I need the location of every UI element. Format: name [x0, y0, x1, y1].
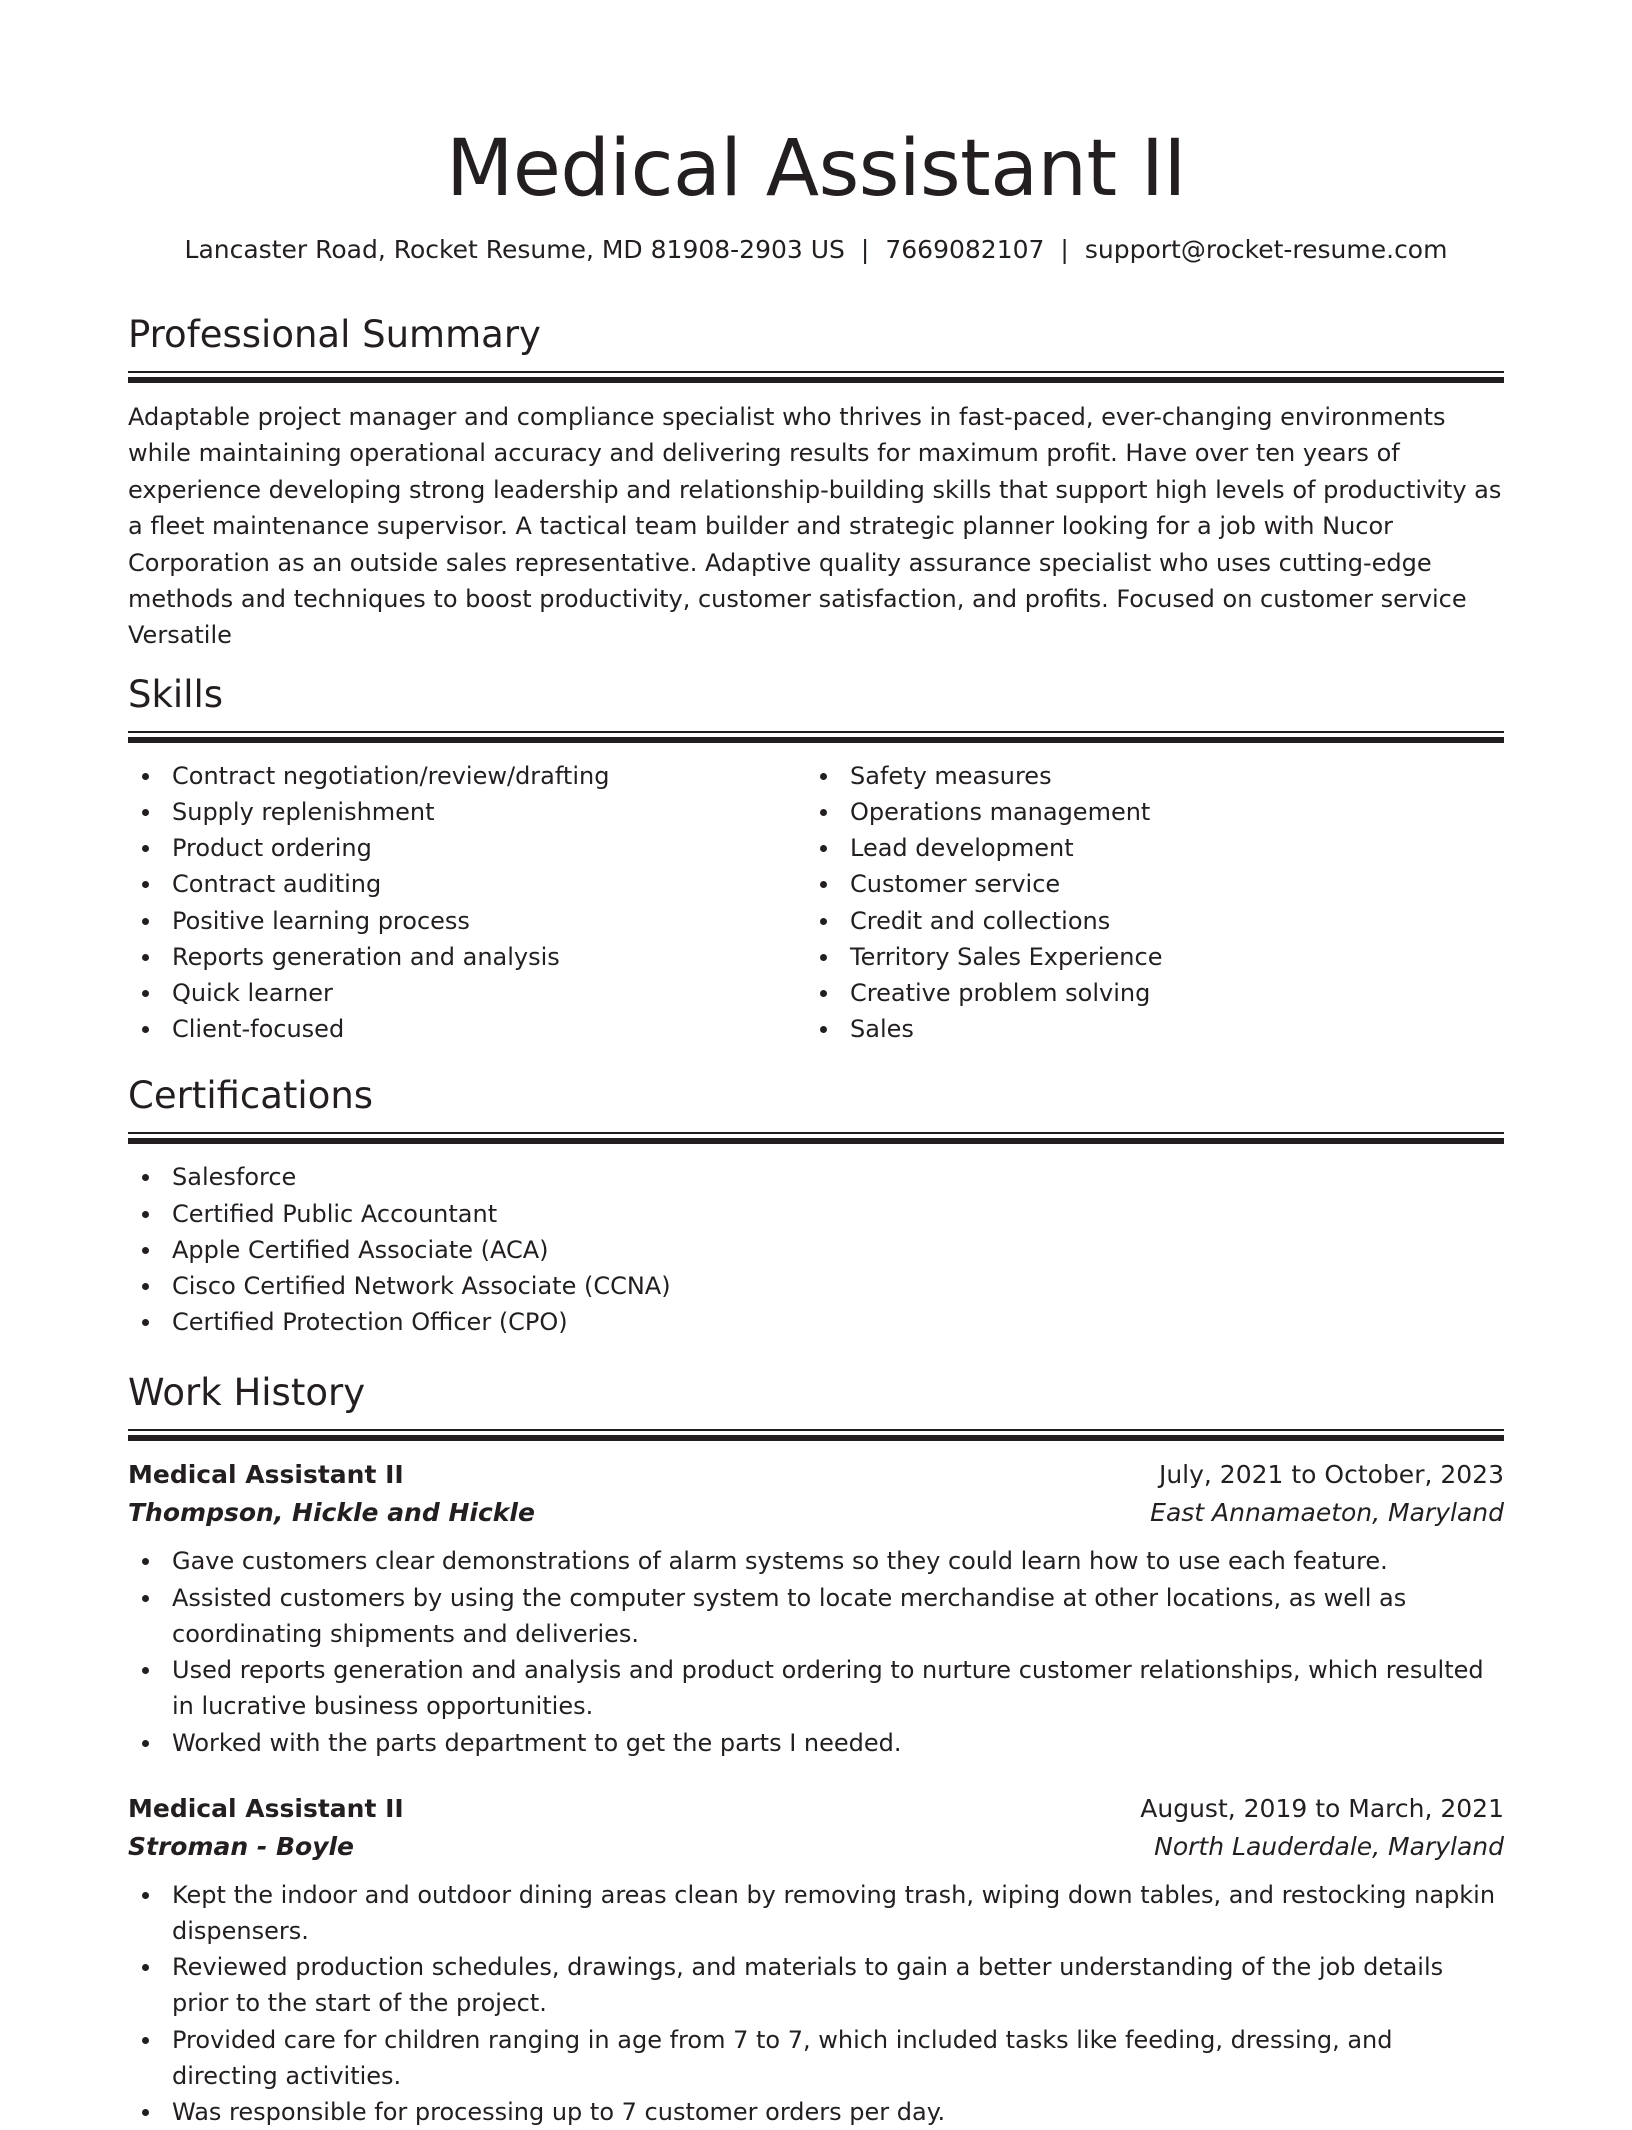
contact-line	[128, 233, 1504, 267]
skill-item: Client-focused	[128, 1011, 806, 1047]
job-bullet: Gave customers clear demonstrations of alarm systems so they could learn how to use each feature.	[128, 1543, 1504, 1579]
certification-item: Certified Protection Officer (CPO)	[128, 1304, 1504, 1340]
job-company: Stroman - Boyle	[128, 1831, 355, 1861]
resume-name: Medical Assistant II	[446, 124, 1186, 214]
certification-item: Salesforce	[128, 1159, 1504, 1195]
skill-item: Territory Sales Experience	[806, 939, 1484, 975]
certifications-heading: Certifications	[128, 1074, 374, 1118]
resume-page	[128, 0, 1504, 2130]
skills-heading: Skills	[128, 672, 224, 716]
work-history-section	[128, 1369, 1504, 2130]
section-divider	[128, 1132, 1504, 1144]
certification-item: Apple Certified Associate (ACA)	[128, 1232, 1504, 1268]
job-bullets	[128, 1877, 1504, 2130]
job-entry	[128, 1790, 1504, 2130]
certification-item: Certified Public Accountant	[128, 1196, 1504, 1232]
skill-item: Positive learning process	[128, 903, 806, 939]
skill-item: Safety measures	[806, 758, 1484, 794]
job-location: East Annamaeton, Maryland	[1150, 1498, 1504, 1528]
job-title: Medical Assistant II	[128, 1460, 404, 1490]
skill-item: Credit and collections	[806, 903, 1484, 939]
section-divider	[128, 731, 1504, 743]
contact-email: support@rocket-resume.com	[1084, 235, 1448, 264]
job-subheader	[128, 1494, 1504, 1532]
job-entry	[128, 1456, 1504, 1760]
certification-item: Cisco Certified Network Associate (CCNA)	[128, 1268, 1504, 1304]
skills-list-left	[128, 758, 806, 1048]
certifications-list	[128, 1159, 1504, 1340]
job-bullets	[128, 1543, 1504, 1760]
job-bullet: Provided care for children ranging in age from 7 to 7, which included tasks like feeding, dressing, and directing activities.	[128, 2022, 1504, 2094]
skill-item: Customer service	[806, 866, 1484, 902]
contact-phone: 7669082107	[885, 235, 1045, 264]
skill-item: Quick learner	[128, 975, 806, 1011]
skill-item: Lead development	[806, 830, 1484, 866]
contact-separator: |	[1060, 235, 1069, 264]
summary-section	[128, 311, 1504, 654]
skill-item: Reports generation and analysis	[128, 939, 806, 975]
contact-address: Lancaster Road, Rocket Resume, MD 81908-2903 US	[184, 235, 845, 264]
job-bullet: Used reports generation and analysis and product ordering to nurture customer relationships, which resulted in lucrative business opportunities.	[128, 1652, 1504, 1724]
job-bullet: Assisted customers by using the computer system to locate merchandise at other locations, as well as coordinating shipments and deliveries.	[128, 1580, 1504, 1652]
section-divider	[128, 371, 1504, 383]
skill-item: Sales	[806, 1011, 1484, 1047]
summary-heading: Professional Summary	[128, 313, 541, 356]
job-subheader	[128, 1828, 1504, 1866]
job-company: Thompson, Hickle and Hickle	[128, 1498, 535, 1528]
job-location: North Lauderdale, Maryland	[1154, 1831, 1504, 1861]
job-bullet: Kept the indoor and outdoor dining areas clean by removing trash, wiping down tables, and restocking napkin dispensers.	[128, 1877, 1504, 1949]
skill-item: Product ordering	[128, 830, 806, 866]
job-header	[128, 1790, 1504, 1828]
work-history-heading: Work History	[128, 1371, 366, 1415]
job-dates: July, 2021 to October, 2023	[1158, 1460, 1504, 1490]
skills-section	[128, 671, 1504, 1048]
skill-item: Operations management	[806, 794, 1484, 830]
job-header	[128, 1456, 1504, 1494]
job-title: Medical Assistant II	[128, 1793, 404, 1823]
job-bullet: Worked with the parts department to get the parts I needed.	[128, 1725, 1504, 1761]
skill-item: Contract auditing	[128, 866, 806, 902]
job-bullet: Reviewed production schedules, drawings, and materials to gain a better understanding of the job details prior to the start of the project.	[128, 1949, 1504, 2021]
job-bullet: Was responsible for processing up to 7 customer orders per day.	[128, 2094, 1504, 2130]
certifications-section	[128, 1072, 1504, 1340]
skills-list-right	[806, 758, 1484, 1048]
job-dates: August, 2019 to March, 2021	[1140, 1793, 1504, 1823]
contact-separator: |	[860, 235, 870, 264]
skill-item: Supply replenishment	[128, 794, 806, 830]
skill-item: Contract negotiation/review/drafting	[128, 758, 806, 794]
skills-columns	[128, 758, 1504, 1048]
skill-item: Creative problem solving	[806, 975, 1484, 1011]
summary-text: Adaptable project manager and compliance specialist who thrives in fast-paced, ever-changing environments while maintaining operational accuracy and delivering results for maximum profit. Have over ten years of experience developing strong leadership and relationship-building skills that support high levels of productivity as a fleet maintenance supervisor. A tactical team builder and strategic planner looking for a job with Nucor Corporation as an outside sales representative. Adaptive quality assurance specialist who uses cutting-edge methods and techniques to boost productivity, customer satisfaction, and profits. Focused on customer service Versatile	[128, 403, 1502, 650]
section-divider	[128, 1429, 1504, 1441]
